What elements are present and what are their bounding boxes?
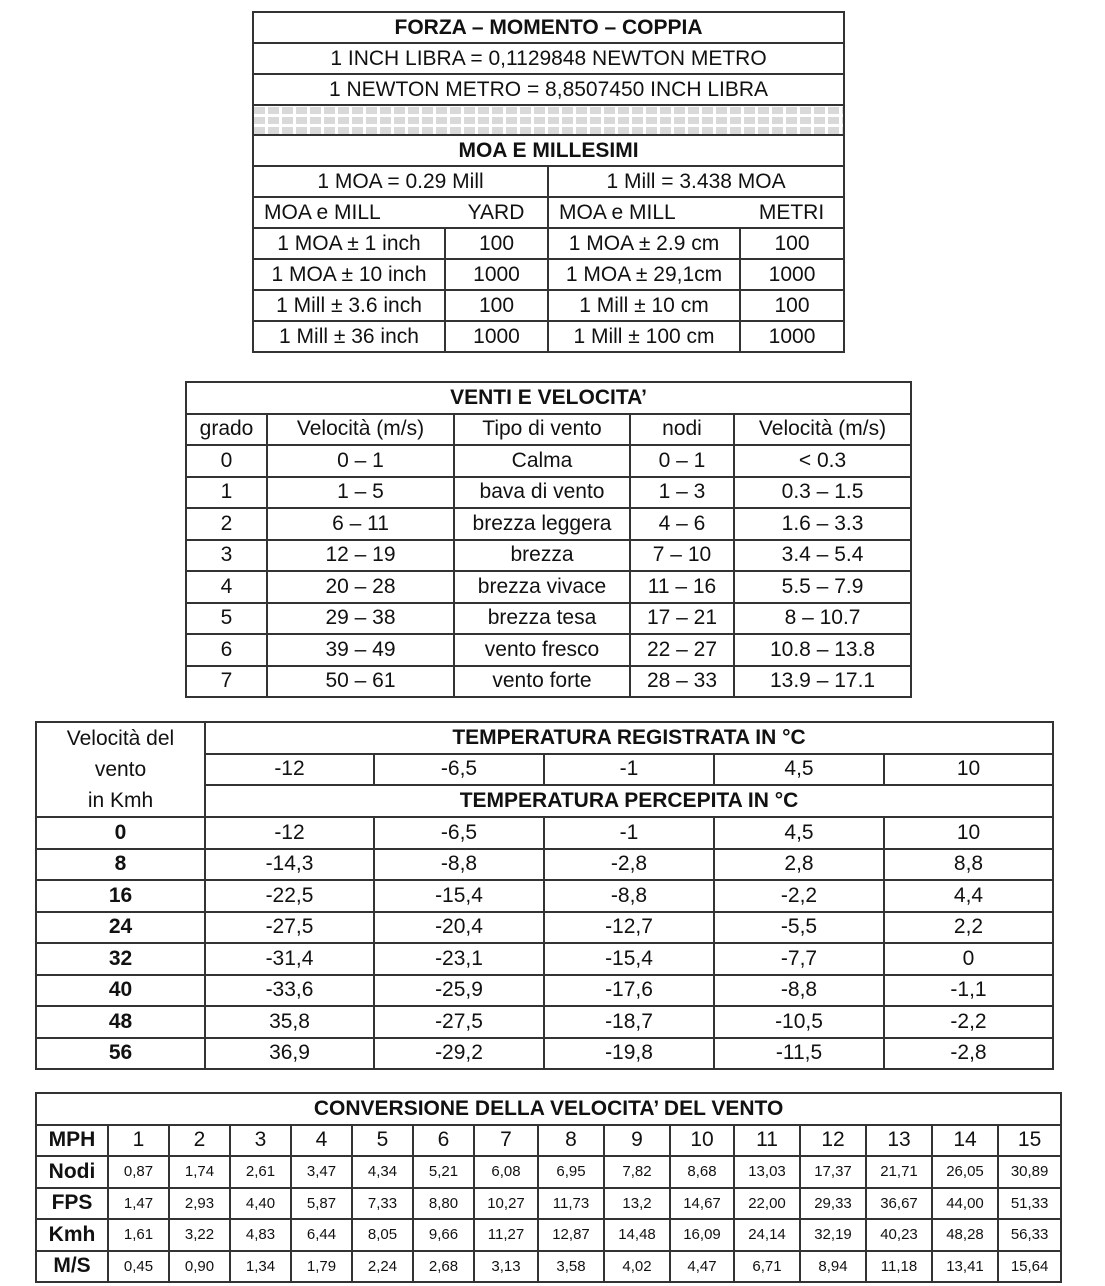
- corner-line: Velocità del: [66, 727, 175, 750]
- conversion-cell: 8: [538, 1125, 604, 1157]
- conversion-cell: 17,37: [800, 1156, 866, 1188]
- conversion-cell: 4,40: [230, 1188, 291, 1220]
- conversion-cell: 29,33: [800, 1188, 866, 1220]
- winds-cell: 10.8 – 13.8: [734, 634, 911, 666]
- moa-cell: 1 MOA ± 1 inch: [253, 228, 445, 259]
- table-row: [36, 880, 1053, 912]
- winds-cell: 3: [186, 540, 267, 572]
- conversion-cell: 5,21: [413, 1156, 474, 1188]
- force-line-1: 1 INCH LIBRA = 0,1129848 NEWTON METRO: [253, 43, 844, 74]
- winds-cell: brezza vivace: [454, 571, 630, 603]
- winds-cell: 17 – 21: [630, 603, 734, 635]
- conversion-cell: 14,67: [670, 1188, 734, 1220]
- conversion-cell: 6,08: [474, 1156, 538, 1188]
- winds-title: VENTI E VELOCITA’: [186, 382, 911, 414]
- table-row: [36, 1006, 1053, 1038]
- conversion-cell: 2: [169, 1125, 230, 1157]
- moa-cell: 1 MOA ± 10 inch: [253, 259, 445, 290]
- temp-cell: -18,7: [544, 1006, 714, 1038]
- temp-cell: -2,2: [884, 1006, 1053, 1038]
- wind-speed-cell: 40: [36, 975, 205, 1007]
- conversion-cell: 24,14: [734, 1219, 800, 1251]
- winds-header-cell: Velocità (m/s): [734, 414, 911, 446]
- recorded-value: 4,5: [714, 754, 884, 786]
- winds-cell: < 0.3: [734, 445, 911, 477]
- moa-title: MOA E MILLESIMI: [253, 135, 844, 166]
- winds-header-row: [186, 414, 911, 446]
- table-row: [36, 1125, 1061, 1157]
- winds-table: [185, 381, 912, 698]
- moa-cell: 100: [740, 228, 844, 259]
- winds-cell: 1: [186, 477, 267, 509]
- winds-cell: brezza tesa: [454, 603, 630, 635]
- table-row: [253, 290, 844, 321]
- temp-cell: -20,4: [374, 912, 544, 944]
- winds-cell: 22 – 27: [630, 634, 734, 666]
- table-row: [186, 571, 911, 603]
- winds-cell: 3.4 – 5.4: [734, 540, 911, 572]
- wind-conversion-table: [35, 1092, 1062, 1283]
- conversion-cell: 0,87: [108, 1156, 169, 1188]
- conversion-body: [36, 1125, 1061, 1283]
- wind-speed-cell: 48: [36, 1006, 205, 1038]
- table-row: [186, 508, 911, 540]
- temp-cell: -12: [205, 817, 374, 849]
- conversion-cell: 22,00: [734, 1188, 800, 1220]
- temp-cell: -14,3: [205, 849, 374, 881]
- conversion-cell: 0,45: [108, 1251, 169, 1283]
- force-moa-table: [252, 11, 845, 353]
- conversion-cell: 8,68: [670, 1156, 734, 1188]
- corner-line: in Kmh: [87, 789, 154, 812]
- table-row: [36, 975, 1053, 1007]
- recorded-value: -1: [544, 754, 714, 786]
- temp-cell: -7,7: [714, 943, 884, 975]
- winds-cell: 20 – 28: [267, 571, 454, 603]
- moa-header-cell: METRI: [740, 197, 844, 228]
- conversion-cell: 7: [474, 1125, 538, 1157]
- winds-cell: 0 – 1: [630, 445, 734, 477]
- winds-cell: 12 – 19: [267, 540, 454, 572]
- winds-cell: 2: [186, 508, 267, 540]
- conversion-cell: 8,94: [800, 1251, 866, 1283]
- winds-cell: 0 – 1: [267, 445, 454, 477]
- moa-cell: 1 MOA ± 29,1cm: [548, 259, 740, 290]
- conversion-cell: 13,41: [932, 1251, 998, 1283]
- winds-cell: 29 – 38: [267, 603, 454, 635]
- conversion-cell: 14,48: [604, 1219, 670, 1251]
- table-row: [186, 603, 911, 635]
- conversion-cell: 1,47: [108, 1188, 169, 1220]
- winds-cell: 13.9 – 17.1: [734, 666, 911, 698]
- moa-header-cell: MOA e MILL: [253, 197, 445, 228]
- conversion-title: CONVERSIONE DELLA VELOCITA’ DEL VENTO: [36, 1093, 1061, 1125]
- winds-cell: 28 – 33: [630, 666, 734, 698]
- table-row: [186, 666, 911, 698]
- winds-cell: 5.5 – 7.9: [734, 571, 911, 603]
- winds-cell: 5: [186, 603, 267, 635]
- moa-header-cell: MOA e MILL: [548, 197, 740, 228]
- temp-cell: -31,4: [205, 943, 374, 975]
- conversion-cell: 11,73: [538, 1188, 604, 1220]
- temp-cell: -23,1: [374, 943, 544, 975]
- temp-cell: 10: [884, 817, 1053, 849]
- conversion-cell: 12,87: [538, 1219, 604, 1251]
- wind-speed-cell: 16: [36, 880, 205, 912]
- conversion-cell: 10,27: [474, 1188, 538, 1220]
- winds-cell: 39 – 49: [267, 634, 454, 666]
- winds-cell: 7: [186, 666, 267, 698]
- conversion-cell: 1,34: [230, 1251, 291, 1283]
- table-row: [253, 321, 844, 352]
- temp-cell: -2,2: [714, 880, 884, 912]
- conversion-cell: 9: [604, 1125, 670, 1157]
- conversion-cell: 15: [998, 1125, 1061, 1157]
- conversion-cell: 44,00: [932, 1188, 998, 1220]
- conversion-cell: 3,47: [291, 1156, 352, 1188]
- conversion-cell: 2,93: [169, 1188, 230, 1220]
- conversion-cell: 51,33: [998, 1188, 1061, 1220]
- temp-cell: -10,5: [714, 1006, 884, 1038]
- conversion-cell: 0,90: [169, 1251, 230, 1283]
- temp-cell: -27,5: [205, 912, 374, 944]
- temp-cell: -8,8: [714, 975, 884, 1007]
- conversion-cell: 1: [108, 1125, 169, 1157]
- conversion-cell: 13: [866, 1125, 932, 1157]
- moa-cell: 1000: [445, 321, 548, 352]
- recorded-value: -6,5: [374, 754, 544, 786]
- conversion-cell: 40,23: [866, 1219, 932, 1251]
- temp-cell: -15,4: [544, 943, 714, 975]
- conversion-cell: 2,24: [352, 1251, 413, 1283]
- winds-cell: 4: [186, 571, 267, 603]
- temp-cell: 35,8: [205, 1006, 374, 1038]
- temp-cell: -27,5: [374, 1006, 544, 1038]
- winds-cell: 1 – 3: [630, 477, 734, 509]
- table-row: [253, 228, 844, 259]
- table-row: [186, 634, 911, 666]
- conversion-cell: 11,27: [474, 1219, 538, 1251]
- conversion-cell: 7,33: [352, 1188, 413, 1220]
- temp-cell: -2,8: [544, 849, 714, 881]
- conversion-cell: 16,09: [670, 1219, 734, 1251]
- winds-cell: 0.3 – 1.5: [734, 477, 911, 509]
- conversion-cell: 6,95: [538, 1156, 604, 1188]
- conversion-cell: 13,2: [604, 1188, 670, 1220]
- conversion-row-label: Nodi: [36, 1156, 108, 1188]
- conversion-cell: 21,71: [866, 1156, 932, 1188]
- conversion-cell: 9,66: [413, 1219, 474, 1251]
- conversion-cell: 11: [734, 1125, 800, 1157]
- recorded-title: TEMPERATURA REGISTRATA IN °C: [205, 722, 1053, 754]
- winds-cell: bava di vento: [454, 477, 630, 509]
- conversion-cell: 4,34: [352, 1156, 413, 1188]
- temp-cell: -1,1: [884, 975, 1053, 1007]
- force-line-2: 1 NEWTON METRO = 8,8507450 INCH LIBRA: [253, 74, 844, 105]
- temp-cell: -2,8: [884, 1038, 1053, 1070]
- temp-cell: -25,9: [374, 975, 544, 1007]
- conversion-cell: 4,83: [230, 1219, 291, 1251]
- conversion-cell: 32,19: [800, 1219, 866, 1251]
- conversion-cell: 13,03: [734, 1156, 800, 1188]
- winds-cell: 6 – 11: [267, 508, 454, 540]
- conversion-cell: 15,64: [998, 1251, 1061, 1283]
- perceived-title: TEMPERATURA PERCEPITA IN °C: [205, 785, 1053, 817]
- conversion-cell: 3,22: [169, 1219, 230, 1251]
- conversion-cell: 2,68: [413, 1251, 474, 1283]
- conversion-row-label: Kmh: [36, 1219, 108, 1251]
- temp-cell: 0: [884, 943, 1053, 975]
- winds-header-cell: grado: [186, 414, 267, 446]
- table-row: [36, 1038, 1053, 1070]
- winds-header-cell: Tipo di vento: [454, 414, 630, 446]
- winds-cell: Calma: [454, 445, 630, 477]
- table-row: [36, 849, 1053, 881]
- conversion-row-label: MPH: [36, 1125, 108, 1157]
- winds-cell: 6: [186, 634, 267, 666]
- table-row: [36, 1188, 1061, 1220]
- wind-speed-corner: [36, 722, 205, 817]
- moa-cell: 100: [740, 290, 844, 321]
- table-row: [36, 1156, 1061, 1188]
- conversion-cell: 6,71: [734, 1251, 800, 1283]
- conversion-cell: 8,05: [352, 1219, 413, 1251]
- winds-cell: vento forte: [454, 666, 630, 698]
- temp-cell: -17,6: [544, 975, 714, 1007]
- conversion-cell: 4: [291, 1125, 352, 1157]
- moa-conv-right: 1 Mill = 3.438 MOA: [548, 166, 844, 197]
- conversion-cell: 6: [413, 1125, 474, 1157]
- recorded-value: 10: [884, 754, 1053, 786]
- corner-line: vento: [94, 758, 147, 781]
- moa-cell: 1000: [740, 321, 844, 352]
- winds-cell: vento fresco: [454, 634, 630, 666]
- conversion-cell: 4,47: [670, 1251, 734, 1283]
- table-row: [36, 912, 1053, 944]
- moa-cell: 1000: [740, 259, 844, 290]
- conversion-cell: 1,79: [291, 1251, 352, 1283]
- conversion-cell: 3,13: [474, 1251, 538, 1283]
- temp-cell: -33,6: [205, 975, 374, 1007]
- winds-cell: 0: [186, 445, 267, 477]
- conversion-cell: 8,80: [413, 1188, 474, 1220]
- wind-speed-cell: 8: [36, 849, 205, 881]
- force-title: FORZA – MOMENTO – COPPIA: [253, 12, 844, 43]
- wind-speed-cell: 0: [36, 817, 205, 849]
- moa-cell: 1 Mill ± 36 inch: [253, 321, 445, 352]
- table-row: [36, 943, 1053, 975]
- conversion-cell: 2,61: [230, 1156, 291, 1188]
- winds-cell: 1 – 5: [267, 477, 454, 509]
- temp-cell: 4,5: [714, 817, 884, 849]
- winds-cell: 4 – 6: [630, 508, 734, 540]
- conversion-cell: 7,82: [604, 1156, 670, 1188]
- conversion-cell: 3,58: [538, 1251, 604, 1283]
- conversion-cell: 11,18: [866, 1251, 932, 1283]
- winds-header-cell: Velocità (m/s): [267, 414, 454, 446]
- table-row: [36, 817, 1053, 849]
- moa-cell: 1 Mill ± 10 cm: [548, 290, 740, 321]
- table-row: [36, 1251, 1061, 1283]
- moa-cell: 1 Mill ± 3.6 inch: [253, 290, 445, 321]
- winds-cell: 50 – 61: [267, 666, 454, 698]
- wind-speed-cell: 32: [36, 943, 205, 975]
- winds-cell: 1.6 – 3.3: [734, 508, 911, 540]
- temp-cell: 2,8: [714, 849, 884, 881]
- winds-cell: brezza: [454, 540, 630, 572]
- winds-cell: 8 – 10.7: [734, 603, 911, 635]
- conversion-cell: 14: [932, 1125, 998, 1157]
- temp-cell: 8,8: [884, 849, 1053, 881]
- conversion-cell: 12: [800, 1125, 866, 1157]
- temp-cell: -19,8: [544, 1038, 714, 1070]
- conversion-row-label: M/S: [36, 1251, 108, 1283]
- temp-cell: -15,4: [374, 880, 544, 912]
- conversion-cell: 5: [352, 1125, 413, 1157]
- conversion-cell: 1,61: [108, 1219, 169, 1251]
- conversion-cell: 5,87: [291, 1188, 352, 1220]
- winds-cell: brezza leggera: [454, 508, 630, 540]
- temp-cell: 4,4: [884, 880, 1053, 912]
- recorded-value: -12: [205, 754, 374, 786]
- winds-cell: 7 – 10: [630, 540, 734, 572]
- conversion-row-label: FPS: [36, 1188, 108, 1220]
- temp-cell: 36,9: [205, 1038, 374, 1070]
- temp-cell: -5,5: [714, 912, 884, 944]
- table-row: [186, 445, 911, 477]
- table-row: [186, 540, 911, 572]
- winds-header-cell: nodi: [630, 414, 734, 446]
- temp-cell: -11,5: [714, 1038, 884, 1070]
- moa-cell: 100: [445, 290, 548, 321]
- pattern-separator: [253, 105, 844, 135]
- moa-header-row: [253, 197, 844, 228]
- wind-speed-cell: 56: [36, 1038, 205, 1070]
- temp-cell: 2,2: [884, 912, 1053, 944]
- conversion-cell: 10: [670, 1125, 734, 1157]
- conversion-cell: 6,44: [291, 1219, 352, 1251]
- temp-cell: -1: [544, 817, 714, 849]
- temperature-table: [35, 721, 1054, 1070]
- moa-conv-left: 1 MOA = 0.29 Mill: [253, 166, 548, 197]
- moa-cell: 100: [445, 228, 548, 259]
- temp-cell: -22,5: [205, 880, 374, 912]
- conversion-cell: 3: [230, 1125, 291, 1157]
- moa-cell: 1000: [445, 259, 548, 290]
- conversion-cell: 36,67: [866, 1188, 932, 1220]
- table-row: [36, 1219, 1061, 1251]
- temp-cell: -12,7: [544, 912, 714, 944]
- moa-cell: 1 Mill ± 100 cm: [548, 321, 740, 352]
- conversion-cell: 30,89: [998, 1156, 1061, 1188]
- temp-cell: -29,2: [374, 1038, 544, 1070]
- wind-speed-cell: 24: [36, 912, 205, 944]
- conversion-cell: 1,74: [169, 1156, 230, 1188]
- temp-cell: -8,8: [544, 880, 714, 912]
- table-row: [253, 259, 844, 290]
- temp-cell: -8,8: [374, 849, 544, 881]
- conversion-cell: 48,28: [932, 1219, 998, 1251]
- conversion-cell: 26,05: [932, 1156, 998, 1188]
- conversion-cell: 56,33: [998, 1219, 1061, 1251]
- conversion-cell: 4,02: [604, 1251, 670, 1283]
- moa-cell: 1 MOA ± 2.9 cm: [548, 228, 740, 259]
- table-row: [186, 477, 911, 509]
- winds-cell: 11 – 16: [630, 571, 734, 603]
- moa-header-cell: YARD: [445, 197, 548, 228]
- temp-cell: -6,5: [374, 817, 544, 849]
